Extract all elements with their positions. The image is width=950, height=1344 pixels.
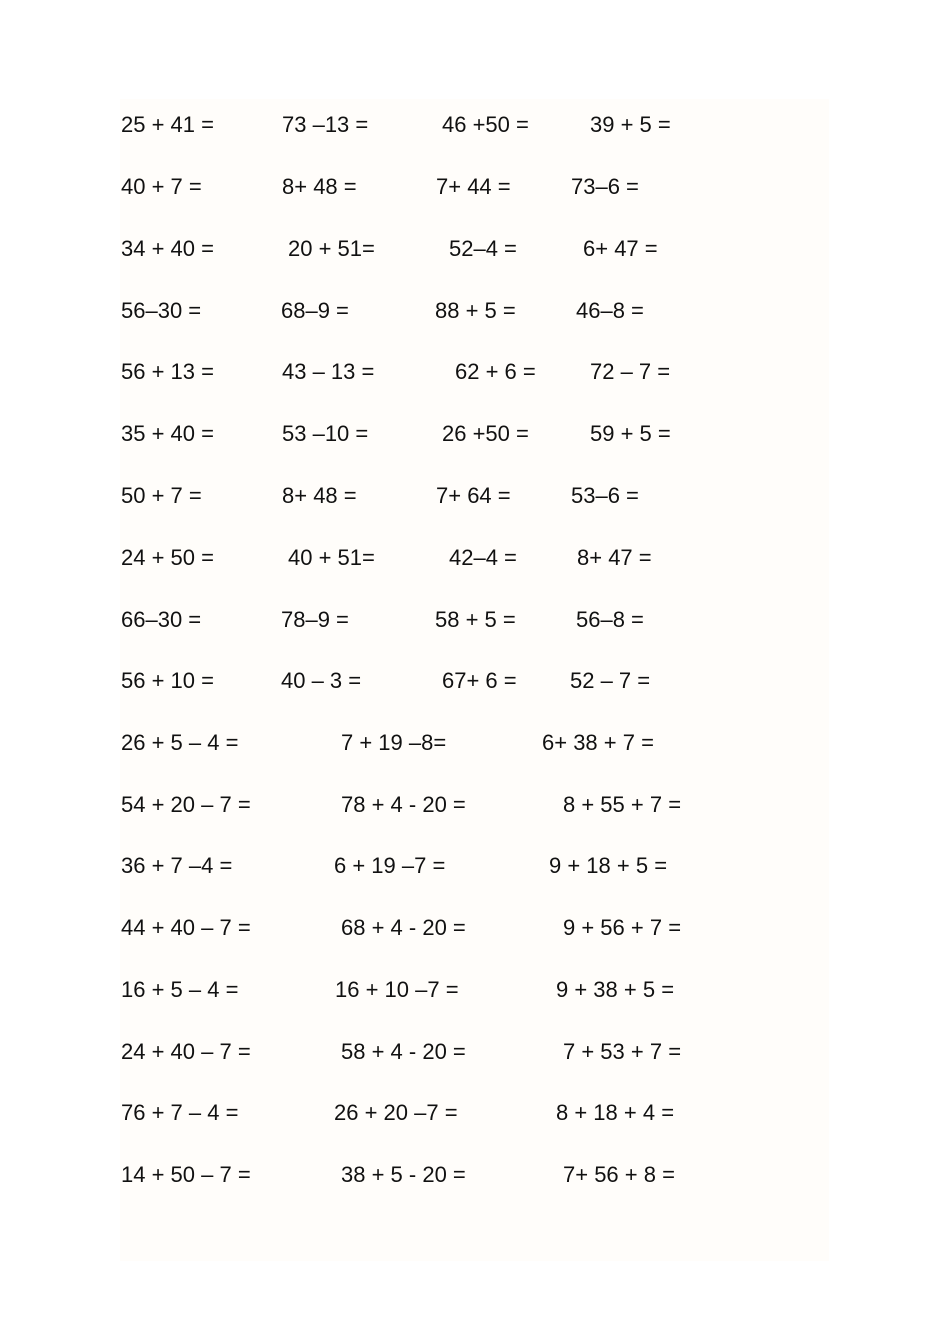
math-problem: 54 + 20 – 7 =	[121, 792, 251, 817]
math-problem: 9 + 18 + 5 =	[549, 853, 668, 878]
math-problem: 34 + 40 =	[121, 236, 214, 261]
math-problem: 39 + 5 =	[590, 112, 671, 137]
problem-row	[120, 296, 829, 326]
math-problem: 40 + 7 =	[121, 174, 202, 199]
problem-row	[120, 110, 829, 140]
worksheet-page	[120, 99, 829, 1261]
math-problem: 52 – 7 =	[570, 668, 651, 693]
math-problem: 26 +50 =	[442, 421, 529, 446]
math-problem: 53 –10 =	[282, 421, 369, 446]
problem-row	[120, 728, 829, 758]
math-problem: 42–4 =	[449, 545, 517, 570]
problem-row	[120, 543, 829, 573]
problem-row	[120, 605, 829, 635]
math-problem: 78 + 4 - 20 =	[341, 792, 466, 817]
math-problem: 56 + 10 =	[121, 668, 214, 693]
math-problem: 44 + 40 – 7 =	[121, 915, 251, 940]
problem-row	[120, 790, 829, 820]
math-problem: 26 + 20 –7 =	[334, 1100, 458, 1125]
problem-row	[120, 851, 829, 881]
math-problem: 35 + 40 =	[121, 421, 214, 446]
math-problem: 7+ 64 =	[436, 483, 511, 508]
math-problem: 59 + 5 =	[590, 421, 671, 446]
math-problem: 58 + 4 - 20 =	[341, 1039, 466, 1064]
math-problem: 66–30 =	[121, 607, 202, 632]
math-problem: 73–6 =	[571, 174, 639, 199]
math-problem: 72 – 7 =	[590, 359, 671, 384]
math-problem: 50 + 7 =	[121, 483, 202, 508]
math-problem: 62 + 6 =	[455, 359, 536, 384]
math-problem: 6 + 19 –7 =	[334, 853, 446, 878]
math-problem: 67+ 6 =	[442, 668, 517, 693]
math-problem: 56–8 =	[576, 607, 644, 632]
math-problem: 8 + 55 + 7 =	[563, 792, 682, 817]
math-problem: 46 +50 =	[442, 112, 529, 137]
math-problem: 40 – 3 =	[281, 668, 362, 693]
problem-row	[120, 1098, 829, 1128]
math-problem: 68 + 4 - 20 =	[341, 915, 466, 940]
math-problem: 56–30 =	[121, 298, 202, 323]
problem-row	[120, 234, 829, 264]
math-problem: 8+ 47 =	[577, 545, 652, 570]
math-problem: 6+ 38 + 7 =	[542, 730, 654, 755]
math-problem: 58 + 5 =	[435, 607, 516, 632]
math-problem: 9 + 56 + 7 =	[563, 915, 682, 940]
math-problem: 7+ 56 + 8 =	[563, 1162, 675, 1187]
math-problem: 78–9 =	[281, 607, 349, 632]
math-problem: 36 + 7 –4 =	[121, 853, 233, 878]
math-problem: 25 + 41 =	[121, 112, 214, 137]
math-problem: 8+ 48 =	[282, 483, 357, 508]
math-problem: 7 + 53 + 7 =	[563, 1039, 682, 1064]
math-problem: 43 – 13 =	[282, 359, 375, 384]
math-problem: 8 + 18 + 4 =	[556, 1100, 675, 1125]
math-problem: 8+ 48 =	[282, 174, 357, 199]
math-problem: 88 + 5 =	[435, 298, 516, 323]
problem-row	[120, 913, 829, 943]
math-problem: 26 + 5 – 4 =	[121, 730, 239, 755]
math-problem: 16 + 5 – 4 =	[121, 977, 239, 1002]
problem-row	[120, 357, 829, 387]
problem-row	[120, 1160, 829, 1190]
math-problem: 9 + 38 + 5 =	[556, 977, 675, 1002]
problem-row	[120, 419, 829, 449]
math-problem: 76 + 7 – 4 =	[121, 1100, 239, 1125]
problem-row	[120, 1037, 829, 1067]
problem-row	[120, 172, 829, 202]
math-problem: 38 + 5 - 20 =	[341, 1162, 466, 1187]
math-problem: 73 –13 =	[282, 112, 369, 137]
math-problem: 40 + 51=	[288, 545, 375, 570]
math-problem: 7 + 19 –8=	[341, 730, 447, 755]
math-problem: 24 + 40 – 7 =	[121, 1039, 251, 1064]
math-problem: 24 + 50 =	[121, 545, 214, 570]
math-problem: 7+ 44 =	[436, 174, 511, 199]
math-problem: 52–4 =	[449, 236, 517, 261]
problem-row	[120, 975, 829, 1005]
math-problem: 46–8 =	[576, 298, 644, 323]
math-problem: 53–6 =	[571, 483, 639, 508]
math-problem: 14 + 50 – 7 =	[121, 1162, 251, 1187]
math-problem: 16 + 10 –7 =	[335, 977, 459, 1002]
math-problem: 6+ 47 =	[583, 236, 658, 261]
math-problem: 20 + 51=	[288, 236, 375, 261]
math-problem: 68–9 =	[281, 298, 349, 323]
problem-row	[120, 666, 829, 696]
problem-row	[120, 481, 829, 511]
math-problem: 56 + 13 =	[121, 359, 214, 384]
